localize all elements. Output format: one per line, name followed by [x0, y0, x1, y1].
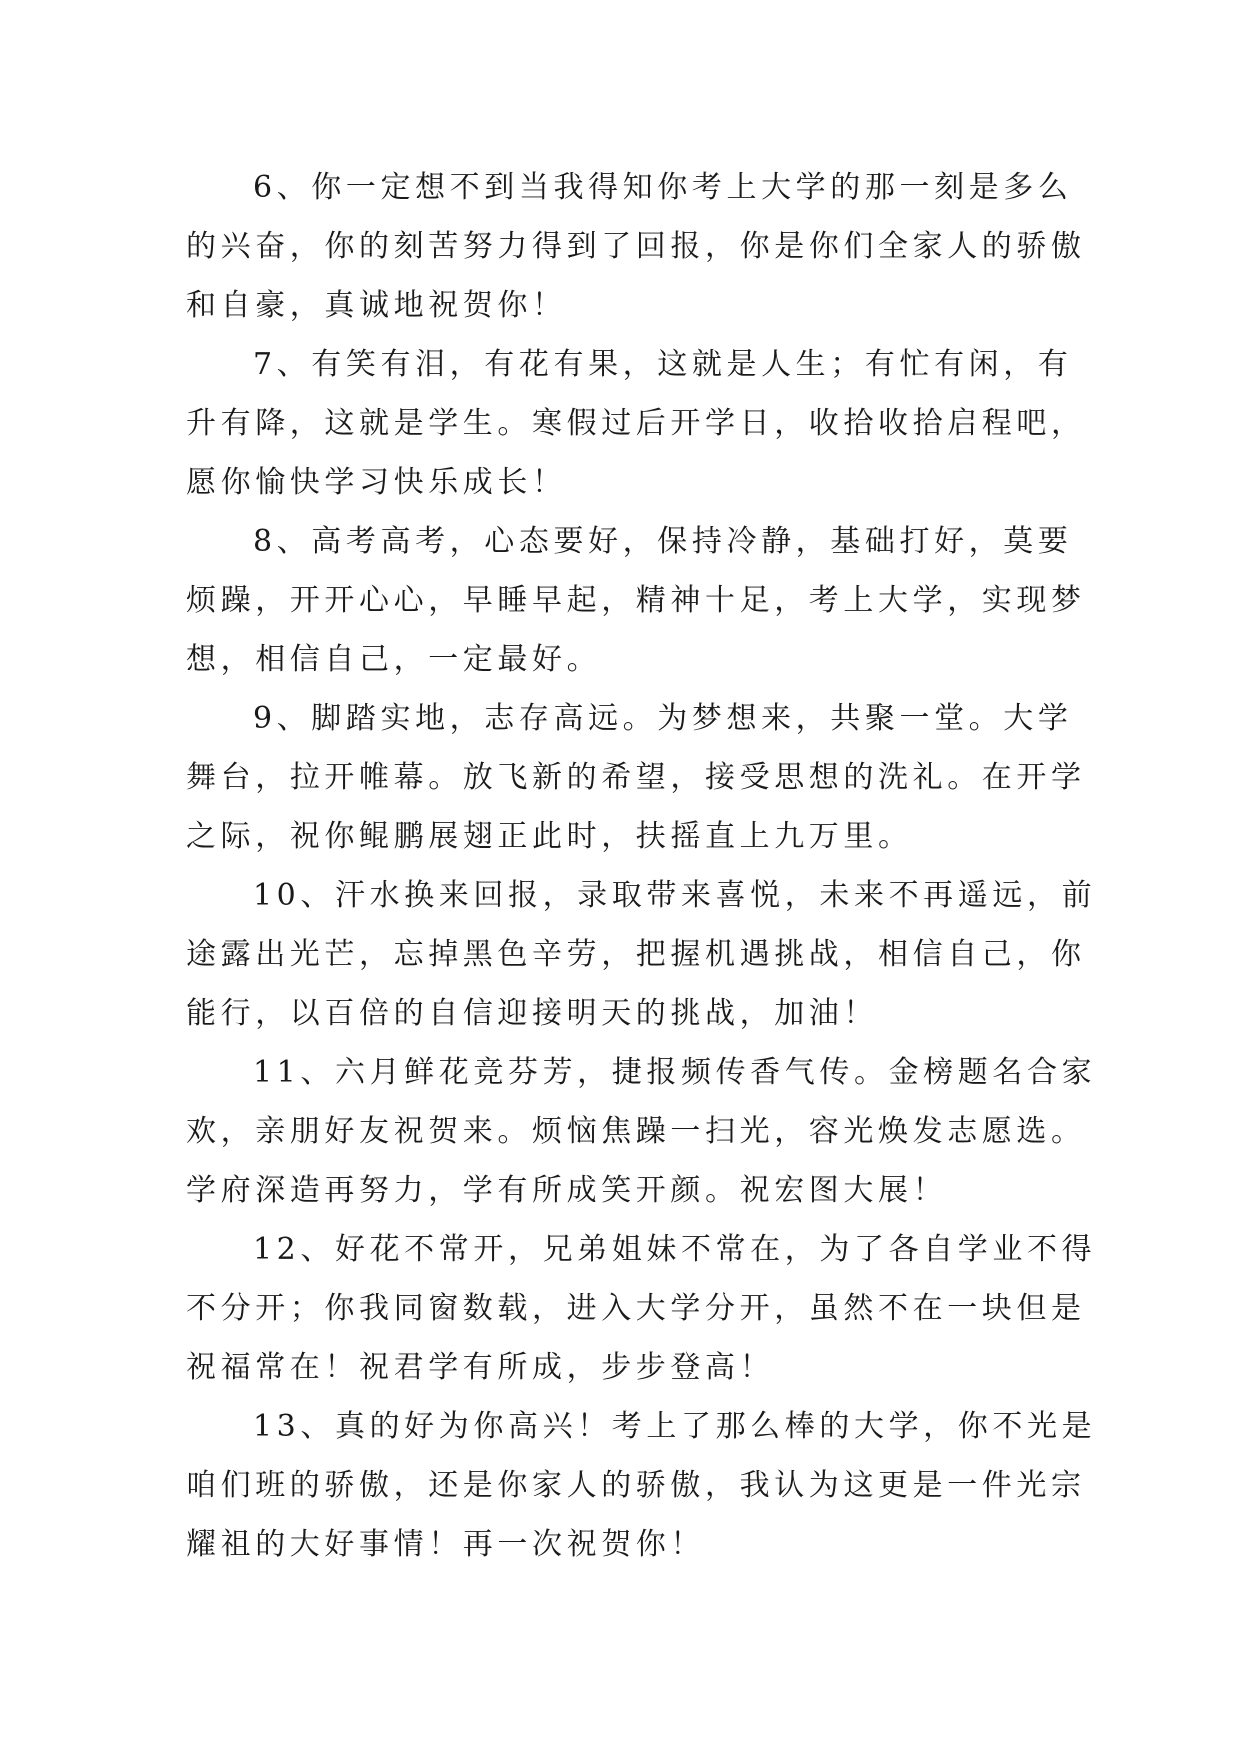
paragraph-line: 祝福常在！祝君学有所成，步步登高！	[186, 1350, 775, 1385]
paragraph-7	[186, 335, 1086, 512]
paragraph-line: 想，相信自己，一定最好。	[186, 642, 602, 677]
paragraph-line: 10、汗水换来回报，录取带来喜悦，未来不再遥远，前	[253, 878, 1097, 913]
document-body	[186, 158, 1097, 1574]
paragraph-11	[186, 1043, 1097, 1220]
paragraph-line: 升有降，这就是学生。寒假过后开学日，收拾收拾启程吧，	[186, 406, 1086, 441]
paragraph-line: 12、好花不常开，兄弟姐妹不常在，为了各自学业不得	[253, 1232, 1097, 1267]
paragraph-9	[186, 689, 1086, 866]
paragraph-13	[186, 1397, 1097, 1574]
paragraph-line: 7、有笑有泪，有花有果，这就是人生；有忙有闲，有	[253, 347, 1073, 382]
paragraph-line: 和自豪，真诚地祝贺你！	[186, 288, 567, 323]
paragraph-line: 能行，以百倍的自信迎接明天的挑战，加油！	[186, 996, 878, 1031]
paragraph-line: 舞台，拉开帷幕。放飞新的希望，接受思想的洗礼。在开学	[186, 760, 1086, 795]
paragraph-line: 咱们班的骄傲，还是你家人的骄傲，我认为这更是一件光宗	[186, 1468, 1086, 1503]
paragraph-6	[186, 158, 1086, 335]
paragraph-line: 不分开；你我同窗数载，进入大学分开，虽然不在一块但是	[186, 1291, 1086, 1326]
paragraph-8	[186, 512, 1086, 689]
paragraph-line: 11、六月鲜花竞芬芳，捷报频传香气传。金榜题名合家	[253, 1055, 1097, 1090]
paragraph-line: 9、脚踏实地，志存高远。为梦想来，共聚一堂。大学	[253, 701, 1073, 736]
paragraph-line: 8、高考高考，心态要好，保持冷静，基础打好，莫要	[253, 524, 1073, 559]
paragraph-12	[186, 1220, 1097, 1397]
paragraph-line: 愿你愉快学习快乐成长！	[186, 465, 567, 500]
paragraph-10	[186, 866, 1097, 1043]
paragraph-line: 的兴奋，你的刻苦努力得到了回报，你是你们全家人的骄傲	[186, 229, 1086, 264]
paragraph-line: 欢，亲朋好友祝贺来。烦恼焦躁一扫光，容光焕发志愿选。	[186, 1114, 1086, 1149]
paragraph-line: 途露出光芒，忘掉黑色辛劳，把握机遇挑战，相信自己，你	[186, 937, 1086, 972]
paragraph-line: 13、真的好为你高兴！考上了那么棒的大学，你不光是	[253, 1409, 1097, 1444]
paragraph-line: 之际，祝你鲲鹏展翅正此时，扶摇直上九万里。	[186, 819, 913, 854]
paragraph-line: 6、你一定想不到当我得知你考上大学的那一刻是多么	[253, 170, 1073, 205]
paragraph-line: 学府深造再努力，学有所成笑开颜。祝宏图大展！	[186, 1173, 948, 1208]
paragraph-line: 耀祖的大好事情！再一次祝贺你！	[186, 1527, 705, 1562]
paragraph-line: 烦躁，开开心心，早睡早起，精神十足，考上大学，实现梦	[186, 583, 1086, 618]
